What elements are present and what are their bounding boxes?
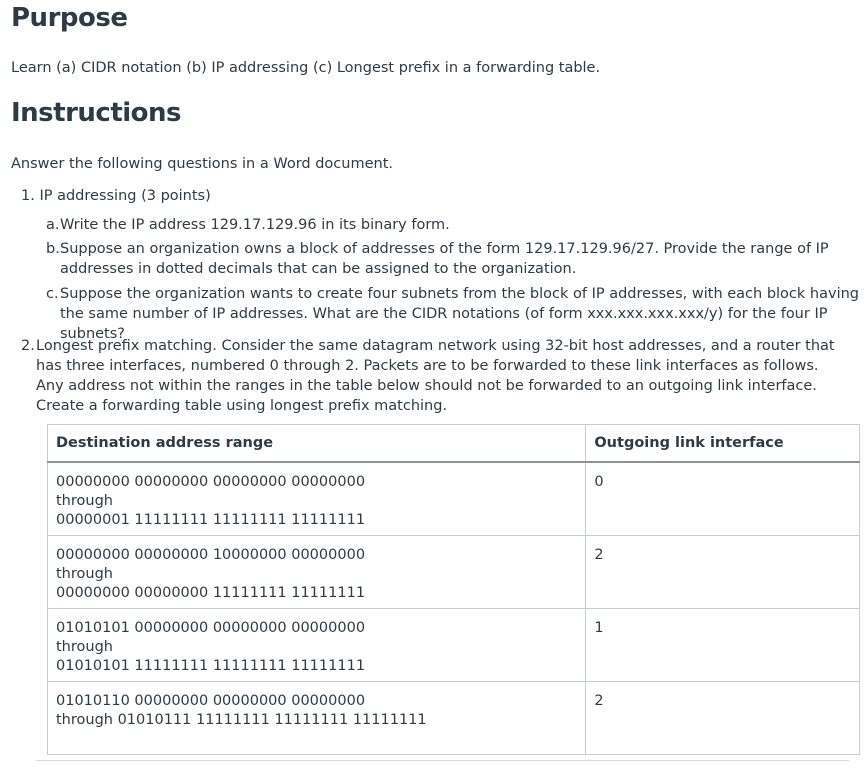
- range-through: through: [56, 565, 113, 582]
- destination-range-cell: [48, 535, 586, 608]
- question-1c: [46, 284, 861, 344]
- question-1-text: IP addressing (3 points): [39, 188, 211, 204]
- interface-cell: 0: [586, 462, 860, 535]
- header-outgoing-interface: Outgoing link interface: [586, 425, 860, 463]
- question-1b-letter: b.: [46, 241, 60, 257]
- question-1a: [46, 215, 866, 235]
- question-1: [21, 186, 211, 206]
- purpose-text: Learn (a) CIDR notation (b) IP addressing (c) Longest prefix in a forwarding table.: [11, 60, 601, 76]
- range-through-end: through 01010111 11111111 11111111 11111111: [56, 711, 427, 728]
- range-start: 00000000 00000000 00000000 00000000: [56, 474, 366, 490]
- range-start: 01010110 00000000 00000000 00000000: [56, 692, 366, 709]
- question-1-number: 1.: [21, 188, 35, 204]
- interface-cell: 2: [586, 681, 860, 754]
- question-2-text: Longest prefix matching. Consider the same datagram network using 32-bit host addresses, and a router that has three interfaces, numbered 0 through 2. Packets are to be forwarded to these link interfaces as follows. Any address not within the ranges in the table below should not be forwarded to an outgoing link interface. Create a forwarding table using longest prefix matching.: [36, 338, 835, 414]
- range-through: through: [56, 638, 113, 655]
- interface-cell: 1: [586, 608, 860, 681]
- destination-range-cell: [48, 681, 586, 754]
- range-through: through: [56, 493, 113, 509]
- question-1b: [46, 239, 846, 279]
- question-1c-text: Suppose the organization wants to create four subnets from the block of IP addresses, with each block having the same number of IP addresses. What are the CIDR notations (of form xxx.xxx.xxx.xxx/y) for the four IP subnets?: [60, 286, 859, 342]
- range-start: 01010101 00000000 00000000 00000000: [56, 619, 366, 636]
- question-1a-letter: a.: [46, 217, 60, 233]
- range-start: 00000000 00000000 10000000 00000000: [56, 546, 366, 563]
- forwarding-table: [47, 424, 860, 755]
- question-2: [21, 336, 841, 416]
- table-row: [48, 608, 860, 681]
- destination-range-cell: [48, 462, 586, 535]
- purpose-heading: Purpose: [11, 3, 128, 33]
- question-1c-letter: c.: [46, 286, 59, 302]
- table-row: [48, 681, 860, 754]
- range-end: 01010101 11111111 11111111 11111111: [56, 657, 366, 674]
- range-end: 00000001 11111111 11111111 11111111: [56, 512, 366, 528]
- question-1b-text: Suppose an organization owns a block of addresses of the form 129.17.129.96/27. Provide the range of IP addresses in dotted decimals that can be assigned to the organization.: [60, 241, 829, 277]
- question-1a-text: Write the IP address 129.17.129.96 in its binary form.: [60, 217, 450, 233]
- destination-range-cell: [48, 608, 586, 681]
- table-header-row: [48, 425, 860, 463]
- header-destination-range: Destination address range: [48, 425, 586, 463]
- question-2-number: 2.: [21, 338, 35, 354]
- interface-cell: 2: [586, 535, 860, 608]
- range-end: 00000000 00000000 11111111 11111111: [56, 584, 366, 601]
- table-row: [48, 535, 860, 608]
- bottom-divider: [36, 760, 849, 761]
- instructions-heading: Instructions: [11, 98, 182, 128]
- instructions-intro: Answer the following questions in a Word document.: [11, 156, 393, 172]
- table-row: [48, 462, 860, 535]
